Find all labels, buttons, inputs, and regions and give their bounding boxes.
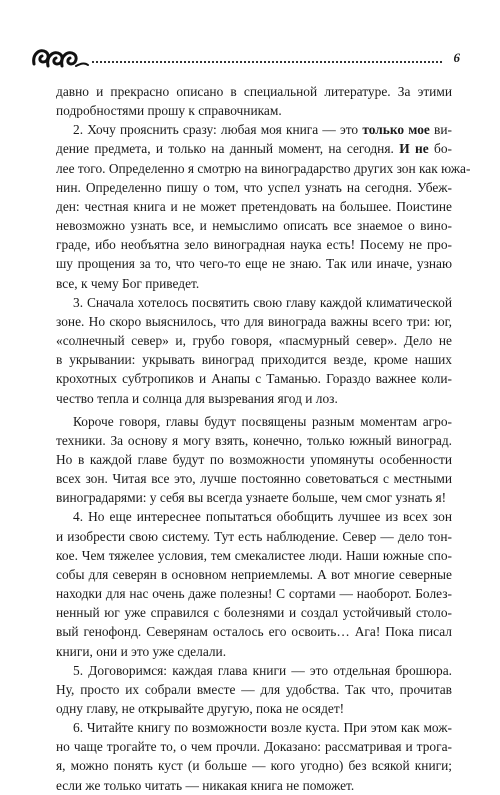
bold-phrase: И не [399, 141, 429, 157]
text-line: вый генофонд. Северянам осталось его освоить… Ага! Пока писал [56, 624, 452, 640]
text-line: всех зон. Читая все это, лучше постоянно советоваться с местными [56, 471, 452, 487]
text-span: 2. Хочу прояснить сразу: любая моя книга — это [73, 122, 359, 138]
text-line: зоне. Но скоро выяснилось, что для винограда важны всего три: юг, [56, 313, 452, 329]
text-line: кое. Чем тяжелее условия, тем смекалистее люди. Наши южные спо- [56, 547, 452, 563]
text-line: Короче говоря, главы будут посвящены разным моментам агро- [73, 413, 452, 429]
text-span: дение предмета, и только на данный момент, на сегодня. [56, 141, 394, 157]
text-line: подробностями прошу к справочникам. [56, 103, 282, 119]
text-line: давно и прекрасно описано в специальной литературе. За этими [56, 84, 452, 99]
text-line: 5. Договоримся: каждая глава книги — это отдельная брошюра. [73, 662, 452, 678]
body-text [56, 82, 471, 795]
text-line: виноградарями: у себя вы всегда узнаете больше, чем смог узнать я! [56, 490, 447, 506]
text-line: граде, ибо необъятна зело виноградная наука есть! Посему не про- [56, 237, 452, 253]
text-line: чество тепла и солнца для вызревания ягод и лоз. [56, 390, 338, 406]
text-line [56, 139, 452, 158]
text-line: невозможно узнать все, и немыслимо описать все знаемое о вино- [56, 218, 452, 234]
header-dotted-rule [92, 61, 442, 63]
text-line: собы для северян в основном неприемлемы. А вот многие северные [56, 566, 452, 582]
text-line: шу прощения за то, что чего-то еще не знаю. Так или иначе, узнаю [56, 256, 452, 272]
text-line: 4. Но еще интереснее попытаться обобщить лучшее из всех зон [73, 509, 452, 525]
text-line: «солнечный север» и, грубо говоря, «пасмурный север». Дело не [56, 333, 452, 349]
text-line: крохотных субтропиков и Анапы с Таманью. Гораздо важнее коли- [56, 371, 452, 387]
text-line: все, к чему Бог приведет. [56, 275, 200, 291]
page-header [30, 40, 460, 74]
text-line: одну главу, не открывайте другую, пока не осядет! [56, 701, 345, 716]
text-span: ви- [434, 122, 452, 138]
text-line: и изобрести свою систему. Тут есть наблюдение. Север — дело тон- [56, 528, 452, 544]
text-line: лее того. Определенно я смотрю на виноградарство других зон как южа- [56, 160, 471, 176]
vine-ornament-icon [30, 44, 90, 72]
text-line: находки для нас очень даже полезны! С сортами — наоборот. Болез- [56, 586, 452, 602]
text-line: я, можно понять куст (и больше — кого угодно) без всякой книги; [56, 758, 452, 774]
bold-phrase: только мое [362, 122, 430, 138]
text-line: Но в каждой главе будут по возможности упомянуты особенности [56, 451, 452, 467]
text-line: Ну, просто их собрали вместе — для удобства. Так что, прочитав [56, 681, 452, 697]
text-line: ден: честная книга и не может претендовать на большее. Поистине [56, 198, 452, 214]
text-span: бо- [434, 141, 452, 157]
text-line: нин. Определенно пишу о том, что успел узнать на сегодня. Убеж- [56, 179, 452, 195]
text-line [56, 120, 452, 139]
text-line: 6. Читайте книгу по возможности возле куста. При этом как мож- [73, 720, 452, 736]
text-line: ненный юг уже справился с болезнями и создал устойчивый столо- [56, 605, 452, 621]
text-line: если же только читать — никакая книга не поможет. [56, 777, 355, 793]
text-line: в укрывании: укрывать виноград приходится везде, кроме наших [56, 352, 452, 368]
text-line: книги, они и это уже сделали. [56, 643, 227, 659]
text-line: 3. Сначала хотелось посвятить свою главу каждой климатической [73, 294, 452, 310]
text-line: но чаще трогайте то, о чем прочли. Доказано: рассматривая и трога- [56, 739, 452, 755]
text-line: техники. За основу я могу взять, конечно, только южный виноград. [56, 432, 452, 448]
page-number: 6 [453, 50, 460, 65]
